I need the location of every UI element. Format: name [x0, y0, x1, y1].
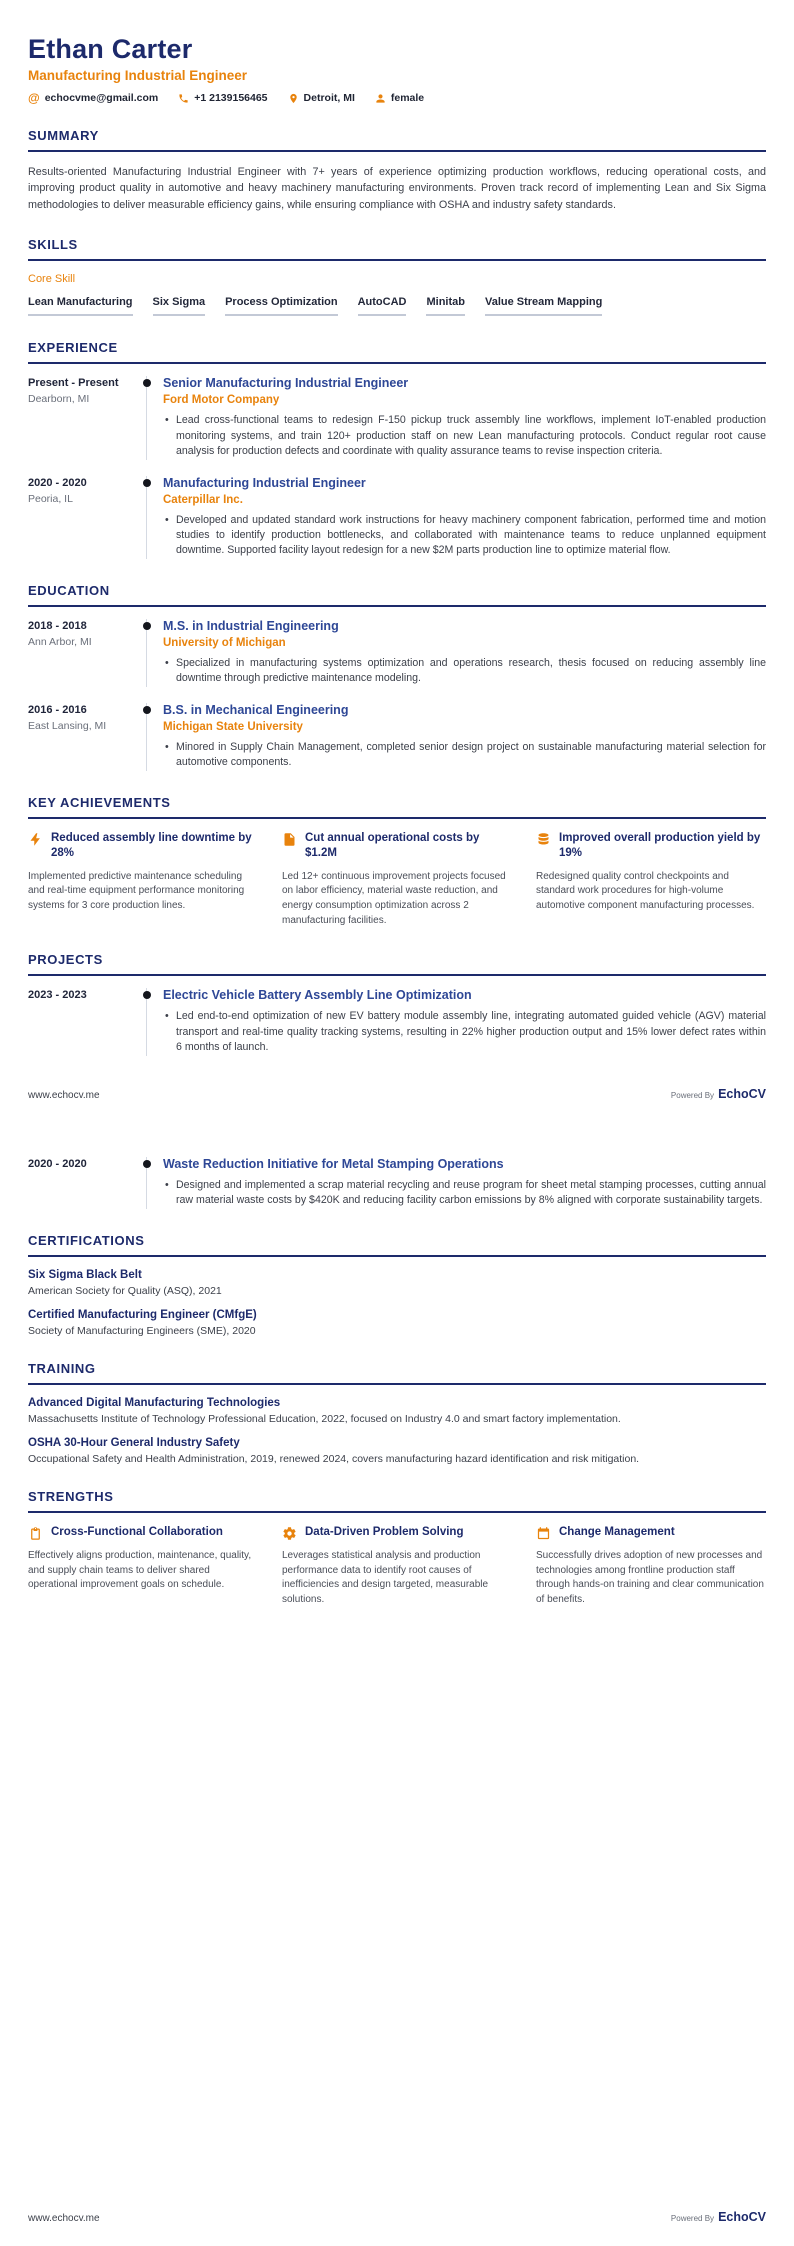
timeline-dot	[143, 379, 151, 387]
strength-title: Data-Driven Problem Solving	[305, 1525, 464, 1538]
project-bullet-list	[163, 1178, 766, 1209]
project-entry-meta	[28, 988, 146, 1055]
achievement-title: Improved overall production yield by 19%	[559, 831, 761, 860]
footer-website: www.echocv.me	[28, 1090, 100, 1101]
project-bullet: • Designed and implemented a scrap material recycling and reuse program for sheet metal stamping processes, cutting annual raw material waste costs by $420K and reducing facility carbon emissions by 8% aligned with corporate sustainability targets.	[163, 1178, 766, 1209]
experience-entry	[28, 376, 766, 459]
education-dates: 2016 - 2016	[28, 703, 87, 716]
experience-job-title: Senior Manufacturing Industrial Engineer	[163, 376, 409, 391]
strength-text: Effectively aligns production, maintenance, quality, and supply chain teams to deliver shared operational improvement goals on schedule.	[28, 1549, 252, 1591]
section-summary	[28, 128, 766, 213]
section-projects	[28, 952, 766, 1055]
strengths-heading: STRENGTHS	[28, 1489, 766, 1513]
strength-card-head	[536, 1525, 766, 1541]
certification-issuer: American Society for Quality (ASQ), 2021	[28, 1284, 222, 1297]
contact-phone-text: +1 2139156465	[194, 92, 268, 104]
contact-location	[288, 92, 355, 104]
training-detail: Massachusetts Institute of Technology Professional Education, 2022, focused on Industry 4.0 and smart factory implementation.	[28, 1412, 621, 1425]
section-skills	[28, 237, 766, 316]
project-entry	[28, 988, 766, 1055]
experience-bullet-list	[163, 513, 766, 559]
experience-heading: EXPERIENCE	[28, 340, 766, 364]
project-dates: 2023 - 2023	[28, 989, 87, 1002]
achievement-card	[28, 831, 258, 928]
achievements-heading: KEY ACHIEVEMENTS	[28, 795, 766, 819]
training-item	[28, 1397, 766, 1425]
experience-entry-meta	[28, 376, 146, 459]
training-item	[28, 1437, 766, 1465]
education-entry-meta	[28, 619, 146, 687]
project-title: Waste Reduction Initiative for Metal Stamping Operations	[163, 1157, 504, 1171]
education-degree: B.S. in Mechanical Engineering	[163, 702, 349, 717]
timeline-dot	[143, 622, 151, 630]
certification-item	[28, 1269, 766, 1297]
section-training	[28, 1361, 766, 1465]
training-detail: Occupational Safety and Health Administration, 2019, renewed 2024, covers manufacturing hazard identification and risk mitigation.	[28, 1452, 640, 1465]
contact-email	[28, 92, 158, 104]
page-2	[0, 1123, 794, 2246]
achievement-title: Cut annual operational costs by $1.2M	[305, 831, 480, 860]
resume-header	[28, 34, 766, 104]
contact-phone	[178, 92, 267, 104]
achievement-text: Redesigned quality control checkpoints and standard work procedures for high-volume automotive component manufacturing processes.	[536, 870, 755, 911]
skill-tag: Lean Manufacturing	[28, 296, 133, 316]
experience-entry-body	[146, 376, 766, 459]
strength-title: Cross-Functional Collaboration	[51, 1525, 223, 1538]
education-location: Ann Arbor, MI	[28, 635, 92, 648]
experience-company: Ford Motor Company	[163, 394, 280, 407]
achievement-text: Implemented predictive maintenance scheduling and real-time equipment performance monitoring systems for 3 core production lines.	[28, 870, 245, 911]
training-title: OSHA 30-Hour General Industry Safety	[28, 1436, 240, 1449]
strengths-grid	[28, 1525, 766, 1607]
certification-title: Six Sigma Black Belt	[28, 1268, 142, 1281]
skill-tag: Six Sigma	[153, 296, 206, 316]
strength-card	[28, 1525, 258, 1607]
experience-dates: Present - Present	[28, 377, 119, 390]
experience-dates: 2020 - 2020	[28, 476, 87, 489]
experience-entry	[28, 476, 766, 559]
education-school: Michigan State University	[163, 720, 303, 733]
experience-location: Peoria, IL	[28, 492, 73, 505]
skill-tag: Process Optimization	[225, 296, 337, 316]
project-bullet: • Led end-to-end optimization of new EV battery module assembly line, integrating automated guided vehicle (AGV) material transport and real-time quality tracking systems, resulting in 22% higher production output and 15% lower defect rates within 6 months of launch.	[163, 1009, 766, 1055]
education-entry-body	[146, 619, 766, 687]
strength-title: Change Management	[559, 1525, 675, 1538]
location-pin-icon	[288, 93, 299, 104]
skill-tag-list	[28, 296, 766, 316]
section-key-achievements	[28, 795, 766, 928]
section-education	[28, 583, 766, 771]
document-icon	[282, 832, 297, 847]
certification-issuer: Society of Manufacturing Engineers (SME), 2020	[28, 1324, 256, 1337]
experience-bullet: • Lead cross-functional teams to redesign F-150 pickup truck assembly line workflows, implement IoT-enabled production monitoring systems, and train 120+ production staff on new Lean manufacturing protocols. Conduct regular root cause analysis for production defects and coordinate with quality assurance teams to revise inspection criteria.	[163, 413, 766, 459]
experience-entry-body	[146, 476, 766, 559]
contact-location-text: Detroit, MI	[303, 92, 355, 104]
experience-bullet-list	[163, 413, 766, 459]
footer-powered-by-label: Powered By	[670, 2214, 715, 2223]
section-experience	[28, 340, 766, 559]
project-entry-body	[146, 988, 766, 1055]
contact-row	[28, 92, 766, 104]
contact-email-text: echocvme@gmail.com	[44, 92, 159, 104]
achievement-text: Led 12+ continuous improvement projects focused on labor efficiency, material waste reduction, and energy consumption optimization across 2 manufacturing facilities.	[282, 870, 506, 926]
skill-tag: AutoCAD	[358, 296, 407, 316]
person-title: Manufacturing Industrial Engineer	[28, 68, 248, 83]
education-bullet: • Specialized in manufacturing systems optimization and operations research, thesis focused on reducing assembly line downtime through predictive maintenance modeling.	[163, 656, 766, 687]
footer-powered-by-label: Powered By	[670, 1091, 715, 1100]
section-certifications	[28, 1233, 766, 1337]
achievement-card-head	[28, 831, 258, 862]
training-heading: TRAINING	[28, 1361, 766, 1385]
education-school: University of Michigan	[163, 636, 286, 649]
experience-company: Caterpillar Inc.	[163, 493, 243, 506]
page-footer	[28, 2210, 766, 2224]
strength-card	[536, 1525, 766, 1607]
training-title: Advanced Digital Manufacturing Technologies	[28, 1396, 281, 1409]
achievement-card	[536, 831, 766, 928]
timeline-dot	[143, 479, 151, 487]
strength-card-head	[282, 1525, 512, 1541]
education-heading: EDUCATION	[28, 583, 766, 607]
footer-branding	[671, 2210, 766, 2224]
strength-card-head	[28, 1525, 258, 1541]
education-degree: M.S. in Industrial Engineering	[163, 618, 339, 633]
email-icon: @	[28, 91, 40, 105]
skills-heading: SKILLS	[28, 237, 766, 261]
education-entry-meta	[28, 703, 146, 771]
education-entry	[28, 619, 766, 687]
skill-tag: Minitab	[426, 296, 465, 316]
projects-heading: PROJECTS	[28, 952, 766, 976]
education-bullet: • Minored in Supply Chain Management, completed senior design project on sustainable manufacturing material selection for automotive components.	[163, 740, 766, 771]
page-footer	[28, 1087, 766, 1101]
certifications-heading: CERTIFICATIONS	[28, 1233, 766, 1257]
achievement-title: Reduced assembly line downtime by 28%	[51, 831, 252, 860]
section-strengths	[28, 1489, 766, 1607]
certification-item	[28, 1309, 766, 1337]
strength-text: Successfully drives adoption of new processes and technologies among frontline production staff through hands-on training and clear communication of benefits.	[536, 1549, 764, 1605]
experience-entry-meta	[28, 476, 146, 559]
experience-bullet: • Developed and updated standard work instructions for heavy machinery component fabrication, performed time and motion studies to identify production bottlenecks, and collaborated with maintenance teams to reduce unplanned equipment downtime. Supported facility layout redesign for a new $2M parts production line to optimize material flow.	[163, 513, 766, 559]
skill-tag: Value Stream Mapping	[485, 296, 602, 316]
timeline-dot	[143, 1160, 151, 1168]
strength-text: Leverages statistical analysis and production performance data to identify root causes of inefficiencies and design targeted, measurable solutions.	[282, 1549, 489, 1605]
footer-website: www.echocv.me	[28, 2213, 100, 2224]
project-entry	[28, 1157, 766, 1209]
education-entry-body	[146, 703, 766, 771]
contact-gender	[375, 92, 424, 104]
gear-icon	[282, 1526, 297, 1541]
achievement-card	[282, 831, 512, 928]
education-dates: 2018 - 2018	[28, 619, 87, 632]
education-entry	[28, 703, 766, 771]
summary-text: Results-oriented Manufacturing Industrial Engineer with 7+ years of experience optimizing production workflows, reducing operational costs, and improving product quality in automotive and heavy machinery manufacturing environments. Proven track record of implementing Lean and Six Sigma methodologies to deliver measurable efficiency gains, while ensuring compliance with OSHA and industry safety standards.	[28, 166, 766, 211]
achievements-grid	[28, 831, 766, 928]
phone-icon	[178, 93, 189, 104]
strength-card	[282, 1525, 512, 1607]
experience-location: Dearborn, MI	[28, 393, 90, 406]
footer-brand-name: EchoCV	[718, 1087, 766, 1101]
person-name: Ethan Carter	[28, 34, 193, 64]
experience-job-title: Manufacturing Industrial Engineer	[163, 475, 366, 490]
project-entry-body	[146, 1157, 766, 1209]
calendar-icon	[536, 1526, 551, 1541]
coins-icon	[536, 832, 551, 847]
timeline-dot	[143, 706, 151, 714]
education-location: East Lansing, MI	[28, 719, 107, 732]
footer-branding	[671, 1087, 766, 1101]
education-bullet-list	[163, 656, 766, 687]
person-icon	[375, 93, 386, 104]
project-entry-meta	[28, 1157, 146, 1209]
footer-brand-name: EchoCV	[718, 2210, 766, 2224]
education-bullet-list	[163, 740, 766, 771]
skill-category-label: Core Skill	[28, 273, 76, 286]
section-projects-continued	[28, 1157, 766, 1209]
clipboard-icon	[28, 1526, 43, 1541]
timeline-dot	[143, 991, 151, 999]
certification-title: Certified Manufacturing Engineer (CMfgE)	[28, 1308, 257, 1321]
achievement-card-head	[536, 831, 766, 862]
contact-gender-text: female	[390, 92, 425, 104]
project-title: Electric Vehicle Battery Assembly Line Optimization	[163, 988, 472, 1003]
summary-heading: SUMMARY	[28, 128, 766, 152]
project-bullet-list	[163, 1009, 766, 1055]
lightning-icon	[28, 832, 43, 847]
achievement-card-head	[282, 831, 512, 862]
project-dates: 2020 - 2020	[28, 1158, 87, 1170]
